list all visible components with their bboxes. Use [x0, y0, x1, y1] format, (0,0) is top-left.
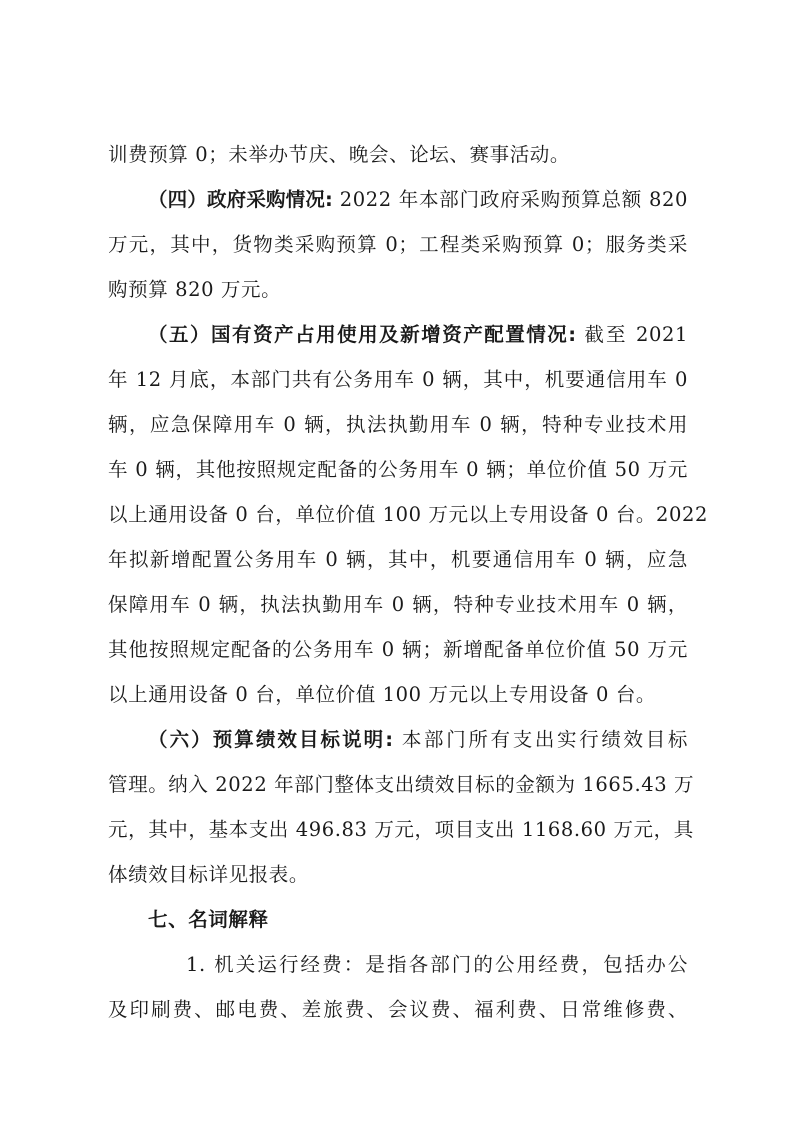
paragraph-line: [108, 997, 688, 1023]
line-text: 辆，应急保障用车 0 辆，执法执勤用车 0 辆，特种专业技术用: [108, 413, 688, 436]
line-text: 本部门所有支出实行绩效目标: [393, 728, 688, 751]
section-5-heading-line: [108, 322, 688, 348]
line-text: 年拟新增配置公务用车 0 辆，其中，机要通信用车 0 辆，应急: [108, 548, 688, 571]
line-text: 万元，其中，货物类采购预算 0；工程类采购预算 0；服务类采: [108, 233, 688, 256]
line-text: 及印刷费、邮电费、差旅费、会议费、福利费、日常维修费、: [108, 998, 688, 1021]
paragraph-line: [108, 502, 709, 528]
paragraph-line: [108, 277, 688, 303]
line-text: 车 0 辆，其他按照规定配备的公务用车 0 辆；单位价值 50 万元: [108, 458, 688, 481]
paragraph-line: [108, 817, 694, 843]
line-text: 体绩效目标详见报表。: [108, 863, 310, 886]
paragraph-line: [108, 952, 688, 978]
paragraph-line: [108, 547, 688, 573]
paragraph-line: [108, 862, 688, 888]
line-text: 保障用车 0 辆，执法执勤用车 0 辆，特种专业技术用车 0 辆，: [108, 593, 688, 616]
line-text: 年 12 月底，本部门共有公务用车 0 辆，其中，机要通信用车 0: [108, 368, 688, 391]
line-text: 1. 机关运行经费：是指各部门的公用经费，包括办公: [186, 953, 688, 976]
paragraph-line: [108, 637, 688, 663]
line-text: 其他按照规定配备的公务用车 0 辆；新增配备单位价值 50 万元: [108, 638, 688, 661]
paragraph-line: [108, 232, 688, 258]
line-text: 元，其中，基本支出 496.83 万元，项目支出 1168.60 万元，具: [108, 818, 694, 841]
section-6-title: （六）预算绩效目标说明:: [148, 728, 394, 751]
line-text: 截至 2021: [576, 323, 688, 346]
section-5-title: （五）国有资产占用使用及新增资产配置情况:: [148, 323, 577, 346]
paragraph-line: [108, 412, 688, 438]
section-7-heading: [108, 907, 688, 933]
paragraph-line: [108, 457, 688, 483]
line-text: 购预算 820 万元。: [108, 278, 282, 301]
line-text: 管理。纳入 2022 年部门整体支出绩效目标的金额为 1665.43 万: [108, 773, 695, 796]
paragraph-line: [108, 772, 695, 798]
section-4-title: （四）政府采购情况:: [148, 188, 333, 211]
paragraph-line: [108, 142, 688, 168]
line-text: 以上通用设备 0 台，单位价值 100 万元以上专用设备 0 台。: [108, 683, 657, 706]
line-text: 以上通用设备 0 台，单位价值 100 万元以上专用设备 0 台。2022: [108, 503, 709, 526]
line-text: 训费预算 0；未举办节庆、晚会、论坛、赛事活动。: [108, 143, 571, 166]
line-text: 2022 年本部门政府采购预算总额 820: [332, 188, 688, 211]
paragraph-line: [108, 367, 688, 393]
section-4-heading-line: [108, 187, 688, 213]
paragraph-line: [108, 592, 688, 618]
section-6-heading-line: [108, 727, 688, 753]
heading-text: 七、名词解释: [148, 908, 269, 931]
paragraph-line: [108, 682, 688, 708]
